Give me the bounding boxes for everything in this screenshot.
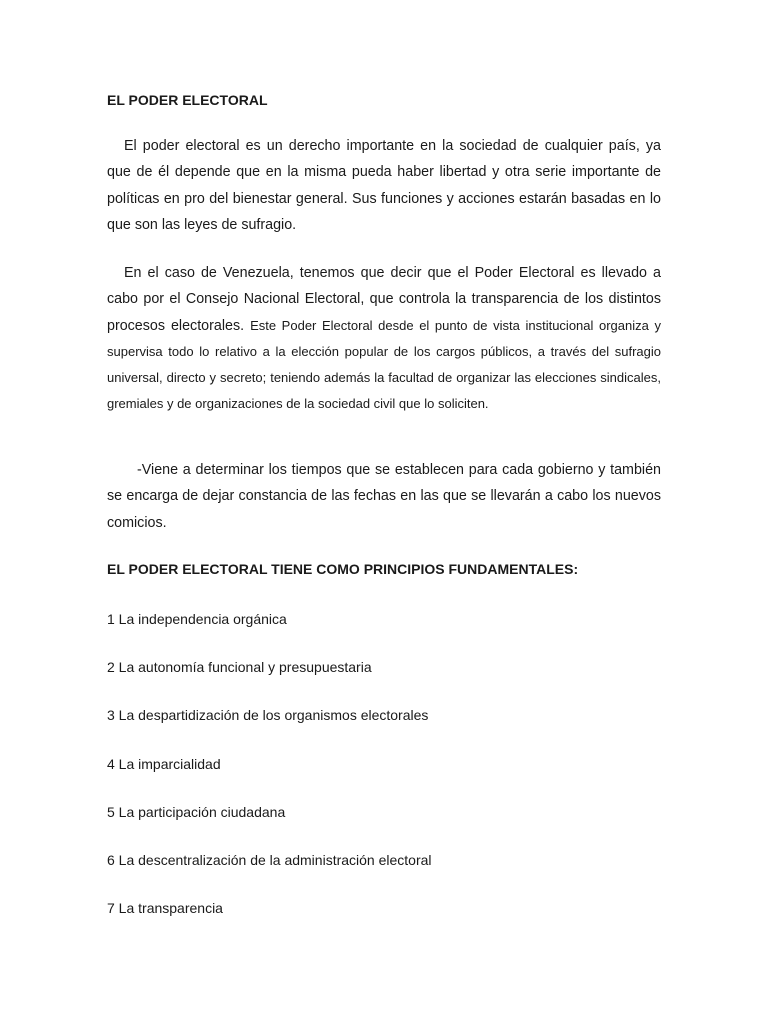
- paragraph-venezuela-part1: En el caso de Venezuela, tenemos que decir que el Poder Electoral es llevado a cabo por el Consejo Nacional Electoral, que controla la transparencia de los distintos procesos electorales.: [107, 265, 661, 334]
- principles-heading: EL PODER ELECTORAL TIENE COMO PRINCIPIOS FUNDAMENTALES:: [107, 561, 579, 577]
- paragraph-venezuela: [107, 260, 661, 418]
- list-item: 7 La transparencia: [107, 900, 223, 917]
- document-title: EL PODER ELECTORAL: [107, 92, 268, 108]
- list-item: 3 La despartidización de los organismos electorales: [107, 707, 429, 724]
- paragraph-functions: -Viene a determinar los tiempos que se establecen para cada gobierno y también se encarga de dejar constancia de las fechas en las que se llevarán a cabo los nuevos comicios.: [107, 462, 661, 531]
- list-item: 1 La independencia orgánica: [107, 611, 287, 627]
- list-item: 6 La descentralización de la administración electoral: [107, 851, 432, 868]
- principles-list: [107, 608, 432, 945]
- list-item: 2 La autonomía funcional y presupuestaria: [107, 659, 372, 676]
- list-item: 4 La imparcialidad: [107, 755, 221, 772]
- list-item: 5 La participación ciudadana: [107, 803, 286, 820]
- paragraph-venezuela-part2: Este Poder Electoral desde el punto de vista institucional organiza y supervisa todo lo relativo a la elección popular de los cargos públicos, a través del sufragio universal, directo y secreto; teniendo además la facultad de organizar las elecciones sindicales, gremiales y de organizaciones de la sociedad civil que lo soliciten.: [107, 317, 661, 412]
- paragraph-intro: El poder electoral es un derecho importante en la sociedad de cualquier país, ya que de él depende que en la misma pueda haber libertad y otra serie importante de políticas en pro del bienestar general. Sus funciones y acciones estarán basadas en lo que son las leyes de sufragio.: [107, 138, 661, 233]
